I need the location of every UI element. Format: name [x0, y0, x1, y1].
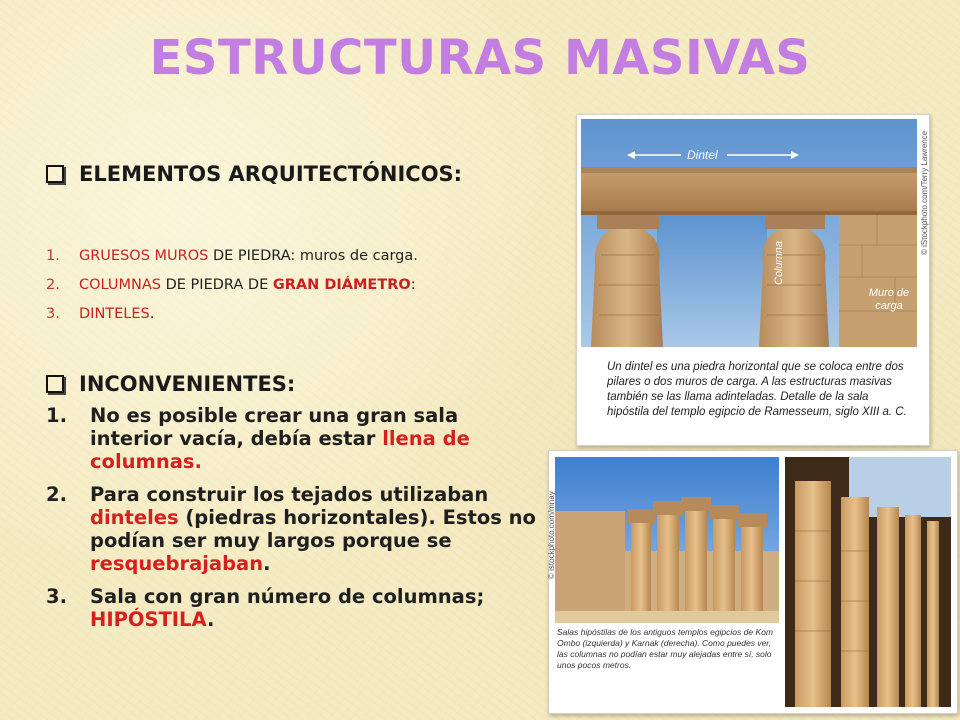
list-item: 2. COLUMNAS DE PIEDRA DE GRAN DIÁMETRO: — [46, 277, 416, 293]
hypostyle-figure — [548, 450, 958, 714]
list-item: 2. Para construir los tejados utilizaban dinteles (piedras horizontales). Estos no podían ser muy largos porque se resquebrajaban. — [46, 483, 536, 575]
elements-list — [46, 248, 418, 335]
photo-credit: © iStockphoto.com/Terry Lawrence — [920, 130, 929, 255]
list-number: 1. — [46, 248, 60, 264]
section-heading-text: ELEMENTOS ARQUITECTÓNICOS: — [79, 162, 463, 186]
list-item: 1. No es posible crear una gran sala interior vacía, debía estar llena de columnas. — [46, 404, 470, 473]
list-item: 3. DINTELES. — [46, 306, 155, 322]
slide-title: ESTRUCTURAS MASIVAS — [149, 30, 811, 86]
section-heading-inconvenientes — [46, 372, 295, 396]
checkbox-bullet-icon — [46, 375, 64, 393]
section-heading-elementos — [46, 162, 462, 186]
list-number: 3. — [46, 306, 60, 322]
hypostyle-photos — [549, 451, 957, 713]
list-item: 1. GRUESOS MUROS DE PIEDRA: muros de carga. — [46, 248, 418, 264]
list-item: 3. Sala con gran número de columnas; HIPÓSTILA. — [46, 585, 485, 631]
list-number: 2. — [46, 277, 60, 293]
dintel-label: Dintel — [687, 148, 718, 162]
drawbacks-list — [46, 404, 541, 641]
lintel-temple-photo — [577, 115, 929, 351]
checkbox-bullet-icon — [46, 165, 64, 183]
hypostyle-caption: Salas hipóstilas de los antiguos templos egipcios de Kom Ombo (izquierda) y Karnak (derecha). Como puedes ver, las columnas no podían estar muy alejadas entre sí, solo unos pocos metros. — [557, 627, 773, 670]
muro-label: Muro de carga — [868, 287, 910, 312]
columna-label: Columna — [773, 240, 785, 285]
lintel-caption: Un dintel es una piedra horizontal que se coloca entre dos pilares o dos muros de carga. A las estructuras masivas también se las llama adinteladas. Detalle de la sala hipóstila del templo egipcio de Ramesseum, siglo XIII a. C. — [607, 361, 907, 418]
lintel-figure — [576, 114, 930, 446]
photo-credit: © istockphoto.com/mnay — [547, 491, 556, 579]
section-heading-text: INCONVENIENTES: — [79, 372, 296, 396]
